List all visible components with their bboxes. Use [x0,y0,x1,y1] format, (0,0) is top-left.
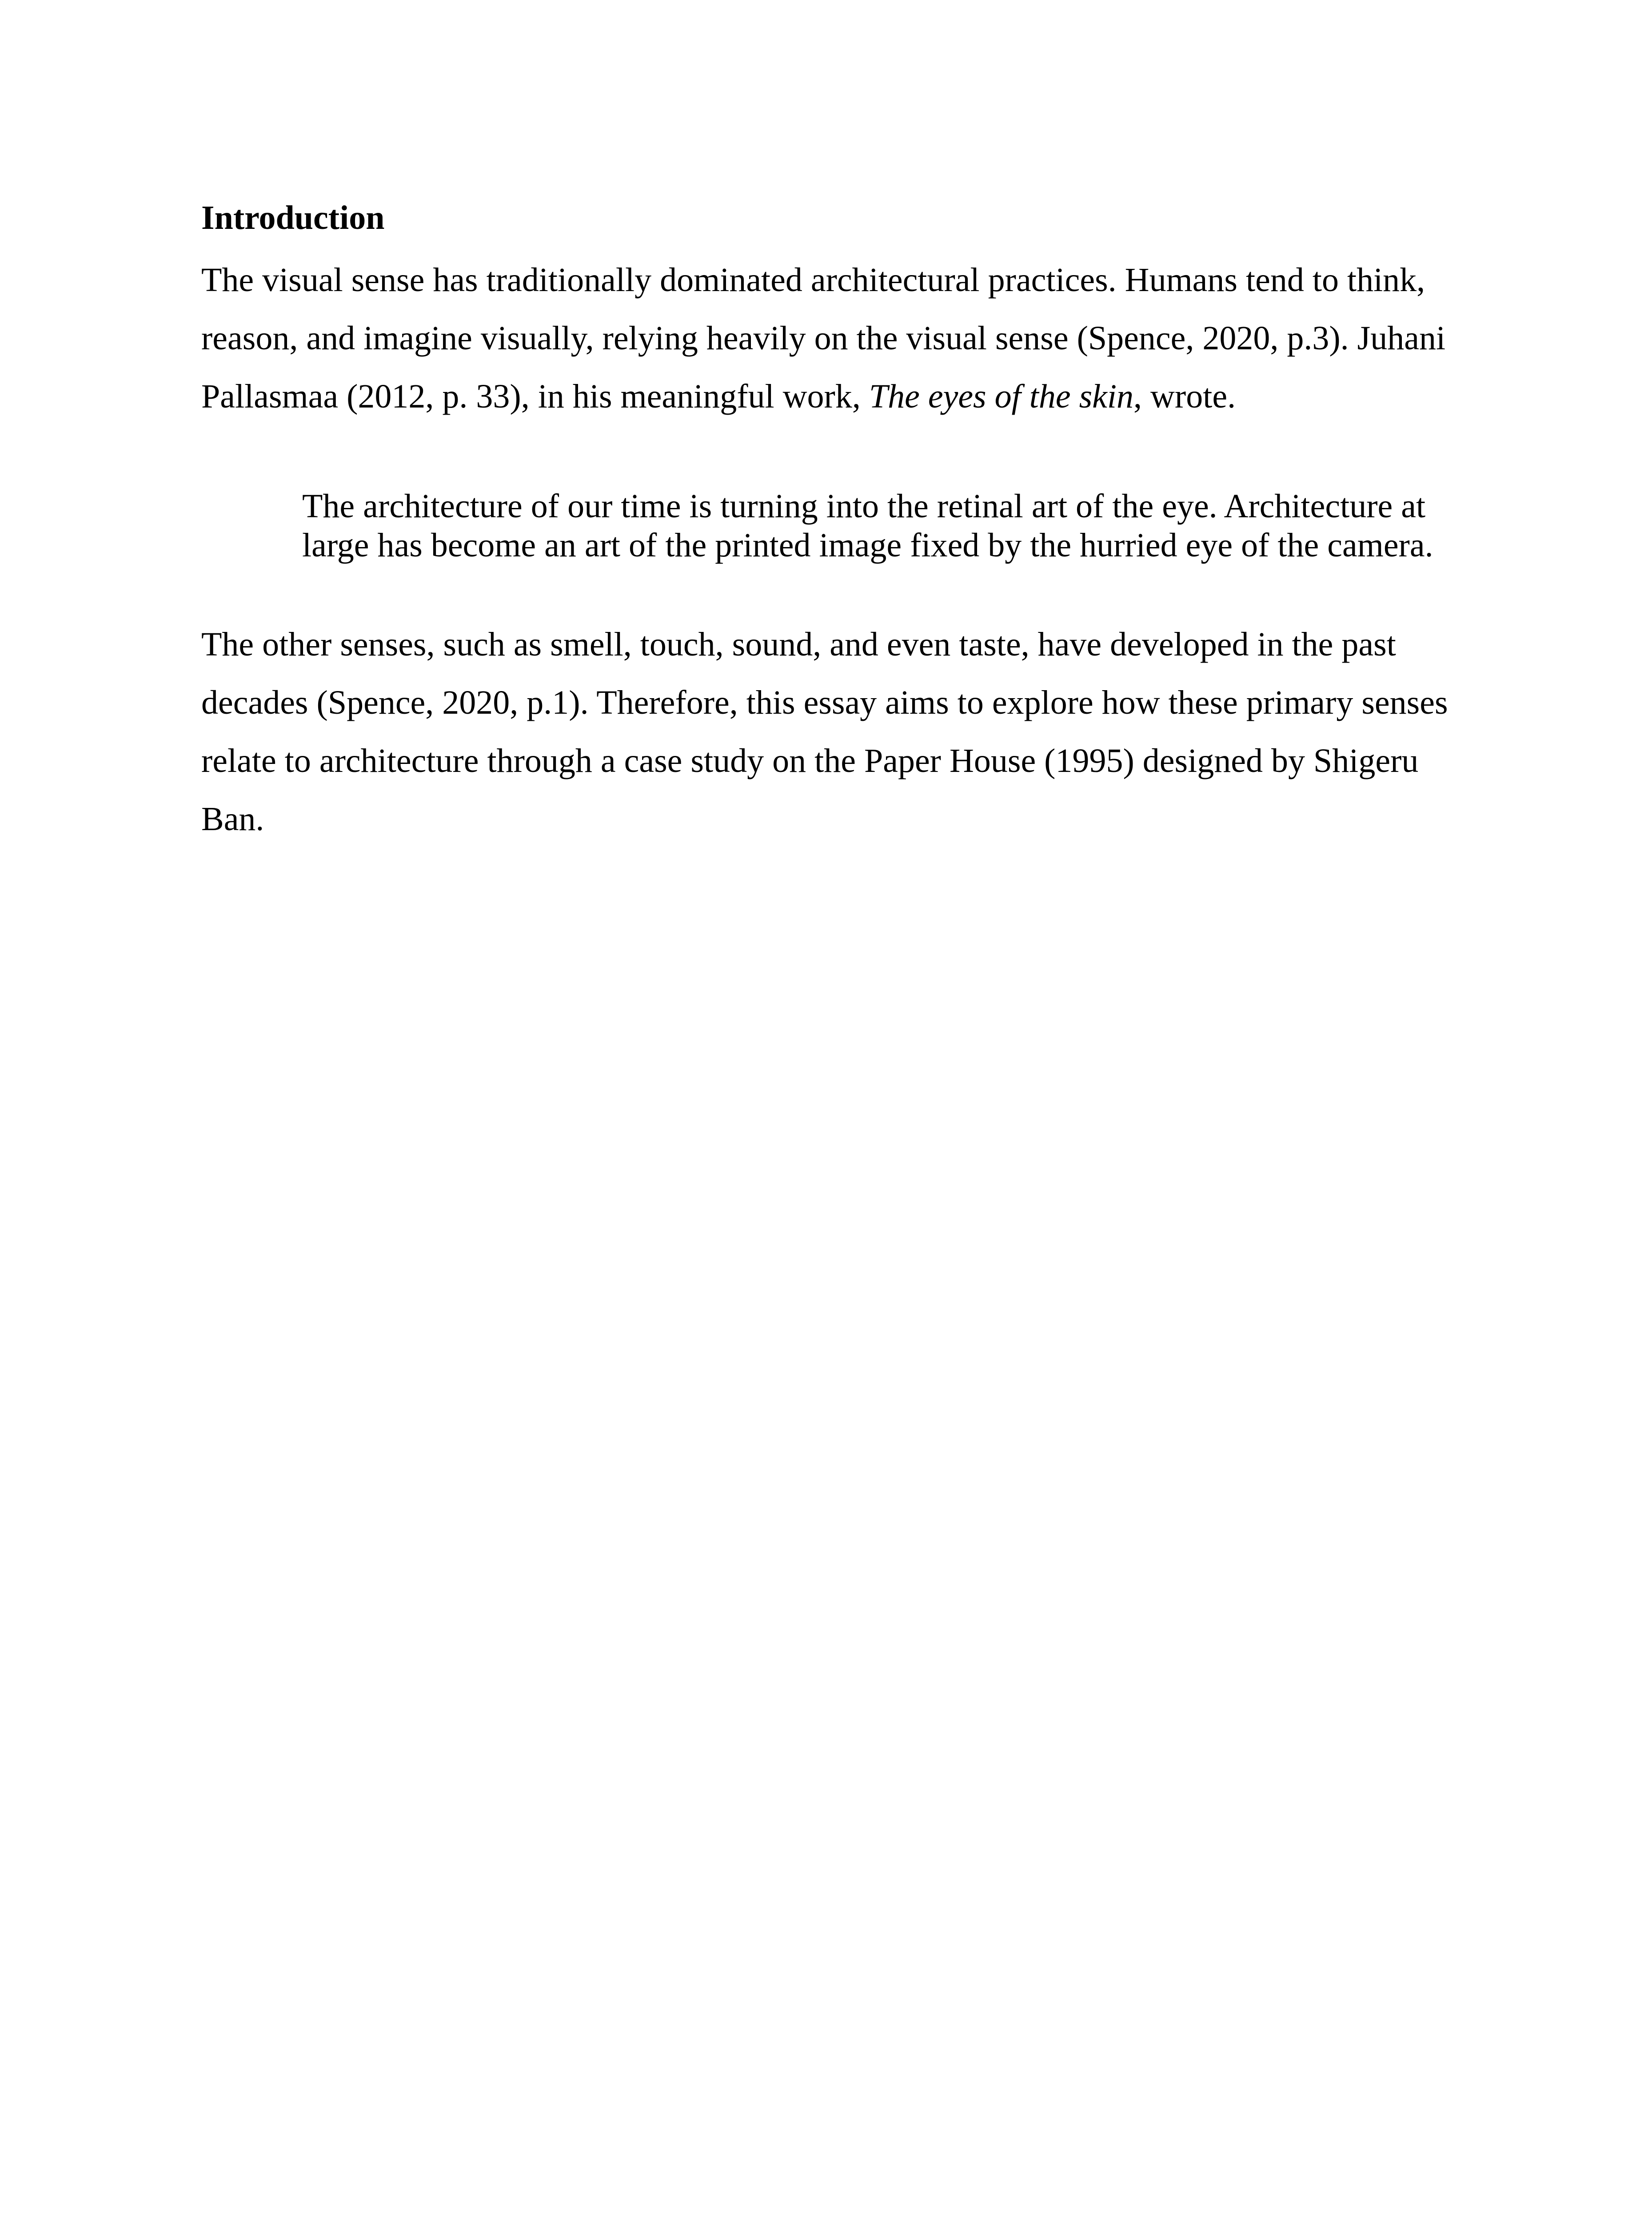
quote-line: large has become an art of the printed image fixed by the hurried eye of the camera. [302,527,1433,564]
paragraph-line: The visual sense has traditionally dominated architectural practices. Humans tend to think, [201,261,1425,299]
book-title: The eyes of the skin [869,378,1134,415]
paragraph-line: The other senses, such as smell, touch, sound, and even taste, have developed in the past [201,626,1396,663]
paragraph-line [201,368,1454,426]
paragraph-line: Ban. [201,800,264,838]
paragraph-line: reason, and imagine visually, relying heavily on the visual sense (Spence, 2020, p.3). Juhani [201,320,1446,357]
intro-paragraph [201,251,1454,426]
paragraph-line: relate to architecture through a case study on the Paper House (1995) designed by Shigeru [201,742,1419,779]
paragraph-line: decades (Spence, 2020, p.1). Therefore, this essay aims to explore how these primary senses [201,684,1448,721]
quote-line: The architecture of our time is turning into the retinal art of the eye. Architecture at [302,488,1426,525]
paragraph-text: , wrote. [1133,378,1236,415]
section-heading: Introduction [201,199,385,236]
paragraph-text: Pallasmaa (2012, p. 33), in his meaningful work, [201,378,869,415]
second-paragraph [201,615,1454,848]
block-quote [302,487,1480,565]
